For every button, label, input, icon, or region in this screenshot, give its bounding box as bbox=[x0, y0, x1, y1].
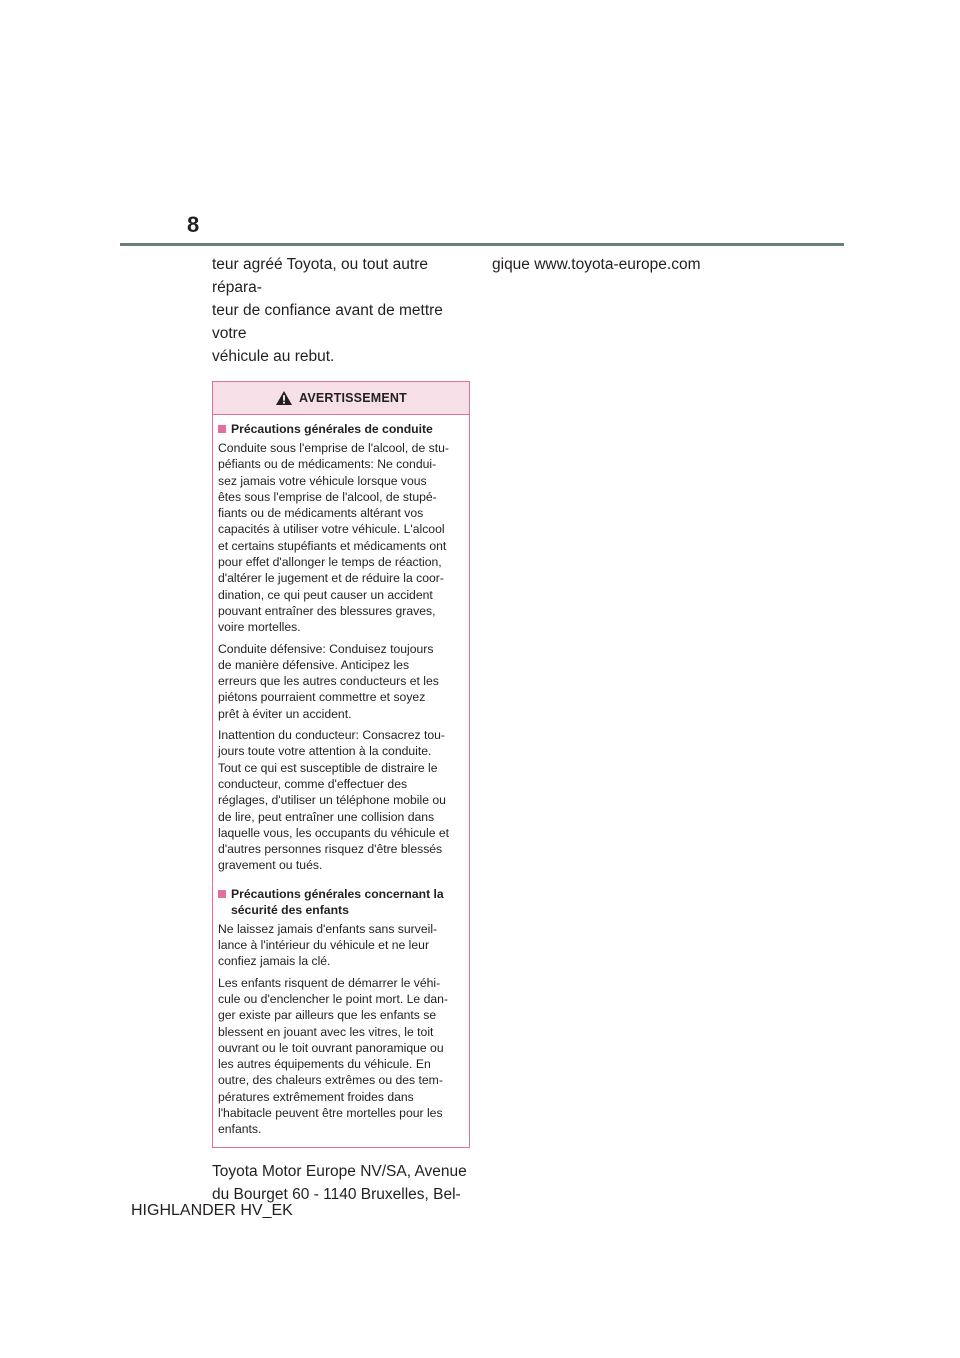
text-line: conducteur, comme d'effectuer des bbox=[218, 776, 408, 791]
page-number: 8 bbox=[187, 212, 200, 237]
warning-header bbox=[213, 382, 469, 415]
text-line: Toyota Motor Europe NV/SA, Avenue bbox=[212, 1162, 467, 1180]
text-line: les autres équipements du véhicule. En bbox=[218, 1057, 431, 1072]
paragraph bbox=[218, 975, 465, 1138]
text-line: l'habitacle peuvent être mortelles pour les bbox=[218, 1105, 443, 1120]
text-line: piétons pourraient commettre et soyez bbox=[218, 690, 426, 705]
text-line: Les enfants risquent de démarrer le véhi- bbox=[218, 975, 441, 990]
text-line: jours toute votre attention à la conduite. bbox=[218, 744, 432, 759]
text-line: réglages, d'utiliser un téléphone mobile ou bbox=[218, 793, 446, 808]
text-line: sez jamais votre véhicule lorsque vous bbox=[218, 473, 427, 488]
text-line: pour effet d'allonger le temps de réaction, bbox=[218, 555, 442, 570]
text-line: d'altérer le jugement et de réduire la coor- bbox=[218, 571, 444, 586]
paragraph bbox=[218, 921, 465, 970]
square-bullet-icon bbox=[218, 425, 226, 433]
text-line: êtes sous l'emprise de l'alcool, de stupé- bbox=[218, 489, 437, 504]
text-line: erreurs que les autres conducteurs et les bbox=[218, 674, 439, 689]
text-line: Tout ce qui est susceptible de distraire le bbox=[218, 760, 438, 775]
warning-title: AVERTISSEMENT bbox=[299, 391, 407, 405]
right-column bbox=[492, 253, 792, 276]
text-line: de manière défensive. Anticipez les bbox=[218, 657, 410, 672]
text-line: Ne laissez jamais d'enfants sans surveil- bbox=[218, 921, 438, 936]
warning-content bbox=[213, 415, 469, 1147]
text-line: gravement ou tués. bbox=[218, 858, 323, 873]
text-line: voire mortelles. bbox=[218, 620, 301, 635]
square-bullet-icon bbox=[218, 890, 226, 898]
paragraph bbox=[218, 641, 465, 722]
text-line: de lire, peut entraîner une collision dans bbox=[218, 809, 435, 824]
text-line: outre, des chaleurs extrêmes ou des tem- bbox=[218, 1073, 443, 1088]
section-heading-text: Précautions générales de conduite bbox=[231, 422, 433, 436]
text-line: teur de confiance avant de mettre votre bbox=[212, 302, 443, 342]
text-line: laquelle vous, les occupants du véhicule et bbox=[218, 825, 450, 840]
section-heading bbox=[218, 886, 465, 918]
text-line: confiez jamais la clé. bbox=[218, 954, 331, 969]
text-line: sécurité des enfants bbox=[231, 902, 349, 917]
section-heading-text bbox=[231, 886, 444, 918]
text-line: capacités à utiliser votre véhicule. L'alcool bbox=[218, 522, 445, 537]
spacer bbox=[218, 879, 465, 883]
text-line: ger existe par ailleurs que les enfants se bbox=[218, 1008, 437, 1023]
text-line: Inattention du conducteur: Consacrez tou- bbox=[218, 728, 445, 743]
header-rule bbox=[120, 243, 844, 246]
text-line: Conduite sous l'emprise de l'alcool, de stu- bbox=[218, 441, 449, 455]
text-line: ouvrant ou le toit ouvrant panoramique ou bbox=[218, 1040, 444, 1055]
text-line: enfants. bbox=[218, 1122, 262, 1137]
text-line: pératures extrêmement froides dans bbox=[218, 1089, 414, 1104]
paragraph bbox=[218, 440, 465, 636]
warning-triangle-icon bbox=[275, 390, 293, 406]
text-line: du Bourget 60 - 1140 Bruxelles, Bel- bbox=[212, 1185, 461, 1203]
text-line: dination, ce qui peut causer un accident bbox=[218, 587, 433, 602]
text-line: teur agréé Toyota, ou tout autre répara- bbox=[212, 256, 429, 296]
text-line: fiants ou de médicaments altérant vos bbox=[218, 506, 424, 521]
warning-box bbox=[212, 381, 470, 1148]
text-line: Précautions générales concernant la bbox=[231, 886, 444, 901]
text-line: blessent en jouant avec les vitres, le toit bbox=[218, 1024, 434, 1039]
address-paragraph bbox=[212, 1160, 474, 1206]
text-line: pouvant entraîner des blessures graves, bbox=[218, 603, 436, 618]
text-line: et certains stupéfiants et médicaments ont bbox=[218, 538, 447, 553]
section-heading bbox=[218, 421, 465, 437]
intro-paragraph bbox=[212, 253, 474, 368]
text-line: lance à l'intérieur du véhicule et ne leur bbox=[218, 938, 429, 953]
address-continuation: gique www.toyota-europe.com bbox=[492, 256, 701, 273]
left-column bbox=[212, 253, 474, 1206]
text-line: véhicule au rebut. bbox=[212, 348, 335, 365]
text-line: d'autres personnes risquez d'être blessés bbox=[218, 842, 443, 857]
text-line: cule ou d'enclencher le point mort. Le dan- bbox=[218, 991, 448, 1006]
footer-model-code: HIGHLANDER HV_EK bbox=[131, 1202, 293, 1219]
text-line: prêt à éviter un accident. bbox=[218, 706, 352, 721]
text-line: Conduite défensive: Conduisez toujours bbox=[218, 641, 434, 656]
text-line: péfiants ou de médicaments: Ne condui- bbox=[218, 457, 437, 472]
paragraph bbox=[218, 727, 465, 874]
